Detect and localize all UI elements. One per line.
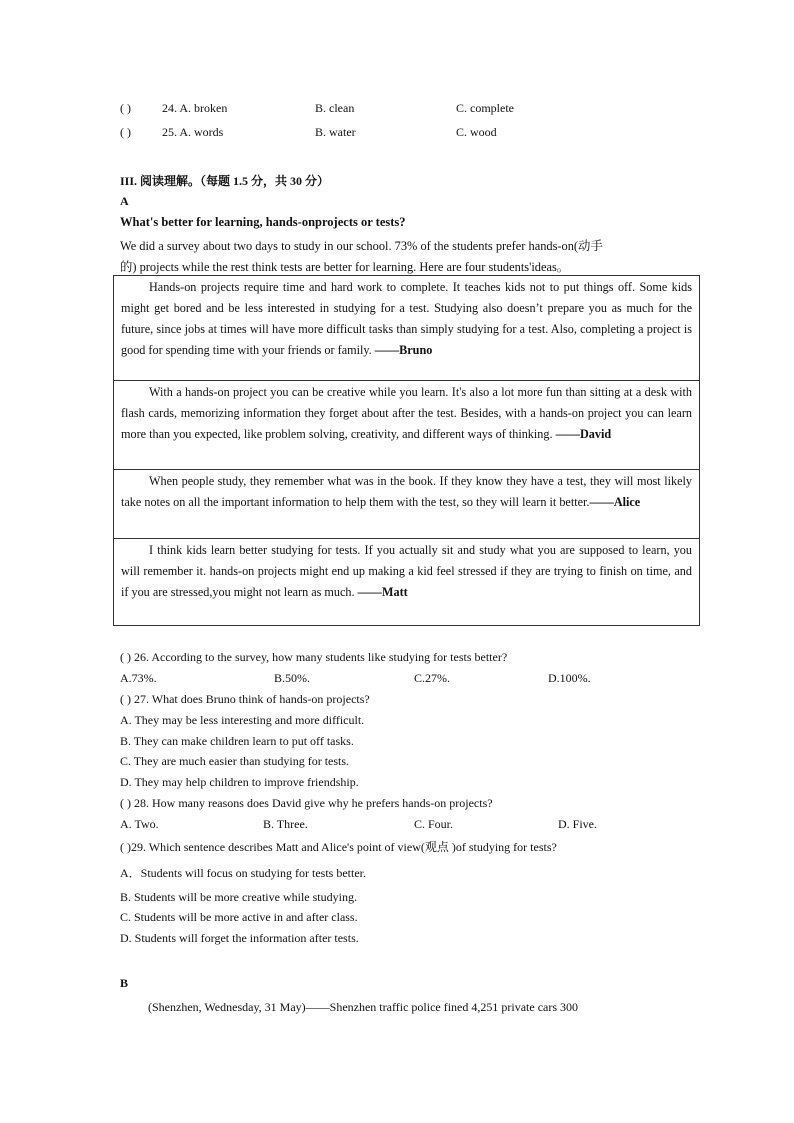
q26-option-d: D.100%. xyxy=(548,671,591,685)
q27-option-a: A. They may be less interesting and more difficult. xyxy=(120,713,365,727)
bruno-signature: ——Bruno xyxy=(374,343,433,357)
opinion-alice xyxy=(114,470,699,539)
opinion-bruno xyxy=(114,276,699,381)
passage-a-intro-line2: 的) projects while the rest think tests are better for learning. Here are four students'ideas。 xyxy=(120,260,570,274)
q28-option-a: A. Two. xyxy=(120,817,159,831)
q25-option-c: C. wood xyxy=(456,125,497,139)
part-a-label: A xyxy=(120,194,129,208)
section-heading: III. 阅读理解。（每题 1.5 分，共 30 分） xyxy=(120,174,330,188)
q24-option-c: C. complete xyxy=(456,101,514,115)
q27-stem: ( ) 27. What does Bruno think of hands-on projects? xyxy=(120,692,370,706)
q25-option-b: B. water xyxy=(315,125,356,139)
q29-option-b: B. Students will be more creative while studying. xyxy=(120,890,357,904)
q29-option-c: C. Students will be more active in and after class. xyxy=(120,910,358,924)
q29-option-d: D. Students will forget the information after tests. xyxy=(120,931,359,945)
david-text: With a hands-on project you can be creative while you learn. It's also a lot more fun than sitting at a desk with flash cards, memorizing information they forget about after the test. Besides, with a hands-on project you can learn more than you expected, like problem solving, creativity, and different ways of thinking. xyxy=(121,385,692,441)
alice-signature: ——Alice xyxy=(589,495,641,509)
opinions-table xyxy=(113,275,700,626)
bruno-text: Hands-on projects require time and hard work to complete. It teaches kids not to put things off. Some kids might get bored and be less interested in studying for a test. Studying also doesn’t prepare you as much for the future, since jobs at times will have more difficult tasks than simply studying for a test. Also, completing a project is good for spending time with your friends or family. xyxy=(121,280,692,357)
q27-option-b: B. They can make children learn to put off tasks. xyxy=(120,734,354,748)
part-b-label: B xyxy=(120,976,129,990)
q29-stem: ( )29. Which sentence describes Matt and Alice's point of view(观点 )of studying for tests? xyxy=(120,840,557,854)
q26-stem: ( ) 26. According to the survey, how many students like studying for tests better? xyxy=(120,650,508,664)
q26-option-a: A.73%. xyxy=(120,671,157,685)
passage-a-intro-line1: We did a survey about two days to study in our school. 73% of the students prefer hands-on(动手 xyxy=(120,239,603,253)
opinion-david xyxy=(114,381,699,470)
matt-text: I think kids learn better studying for tests. If you actually sit and study what you are supposed to learn, you will remember it. hands-on projects might end up making a kid feel stressed if they are trying to finish on time, and if you are stressed,you might not learn as much. xyxy=(121,543,692,599)
q24-option-b: B. clean xyxy=(315,101,355,115)
passage-a-title: What's better for learning, hands-onprojects or tests? xyxy=(120,215,406,229)
q28-option-d: D. Five. xyxy=(558,817,597,831)
passage-b-line1: (Shenzhen, Wednesday, 31 May)——Shenzhen traffic police fined 4,251 private cars 300 xyxy=(148,1000,579,1014)
q25-option-a: 25. A. words xyxy=(162,125,224,139)
opinion-matt xyxy=(114,539,699,625)
alice-text: When people study, they remember what was in the book. If they know they have a test, they will most likely take notes on all the important information to help them with the test, so they will learn it better. xyxy=(121,474,692,509)
q25-paren: ( ) xyxy=(120,125,131,139)
q26-option-c: C.27%. xyxy=(414,671,450,685)
david-signature: ——David xyxy=(555,427,612,441)
matt-signature: ——Matt xyxy=(357,585,408,599)
q28-stem: ( ) 28. How many reasons does David give why he prefers hands-on projects? xyxy=(120,796,493,810)
q28-option-b: B. Three. xyxy=(263,817,308,831)
q27-option-d: D. They may help children to improve friendship. xyxy=(120,775,359,789)
q27-option-c: C. They are much easier than studying for tests. xyxy=(120,754,350,768)
q29-option-a: A．Students will focus on studying for tests better. xyxy=(120,866,366,880)
q28-option-c: C. Four. xyxy=(414,817,454,831)
q26-option-b: B.50%. xyxy=(274,671,310,685)
q24-paren: ( ) xyxy=(120,101,131,115)
q24-option-a: 24. A. broken xyxy=(162,101,228,115)
